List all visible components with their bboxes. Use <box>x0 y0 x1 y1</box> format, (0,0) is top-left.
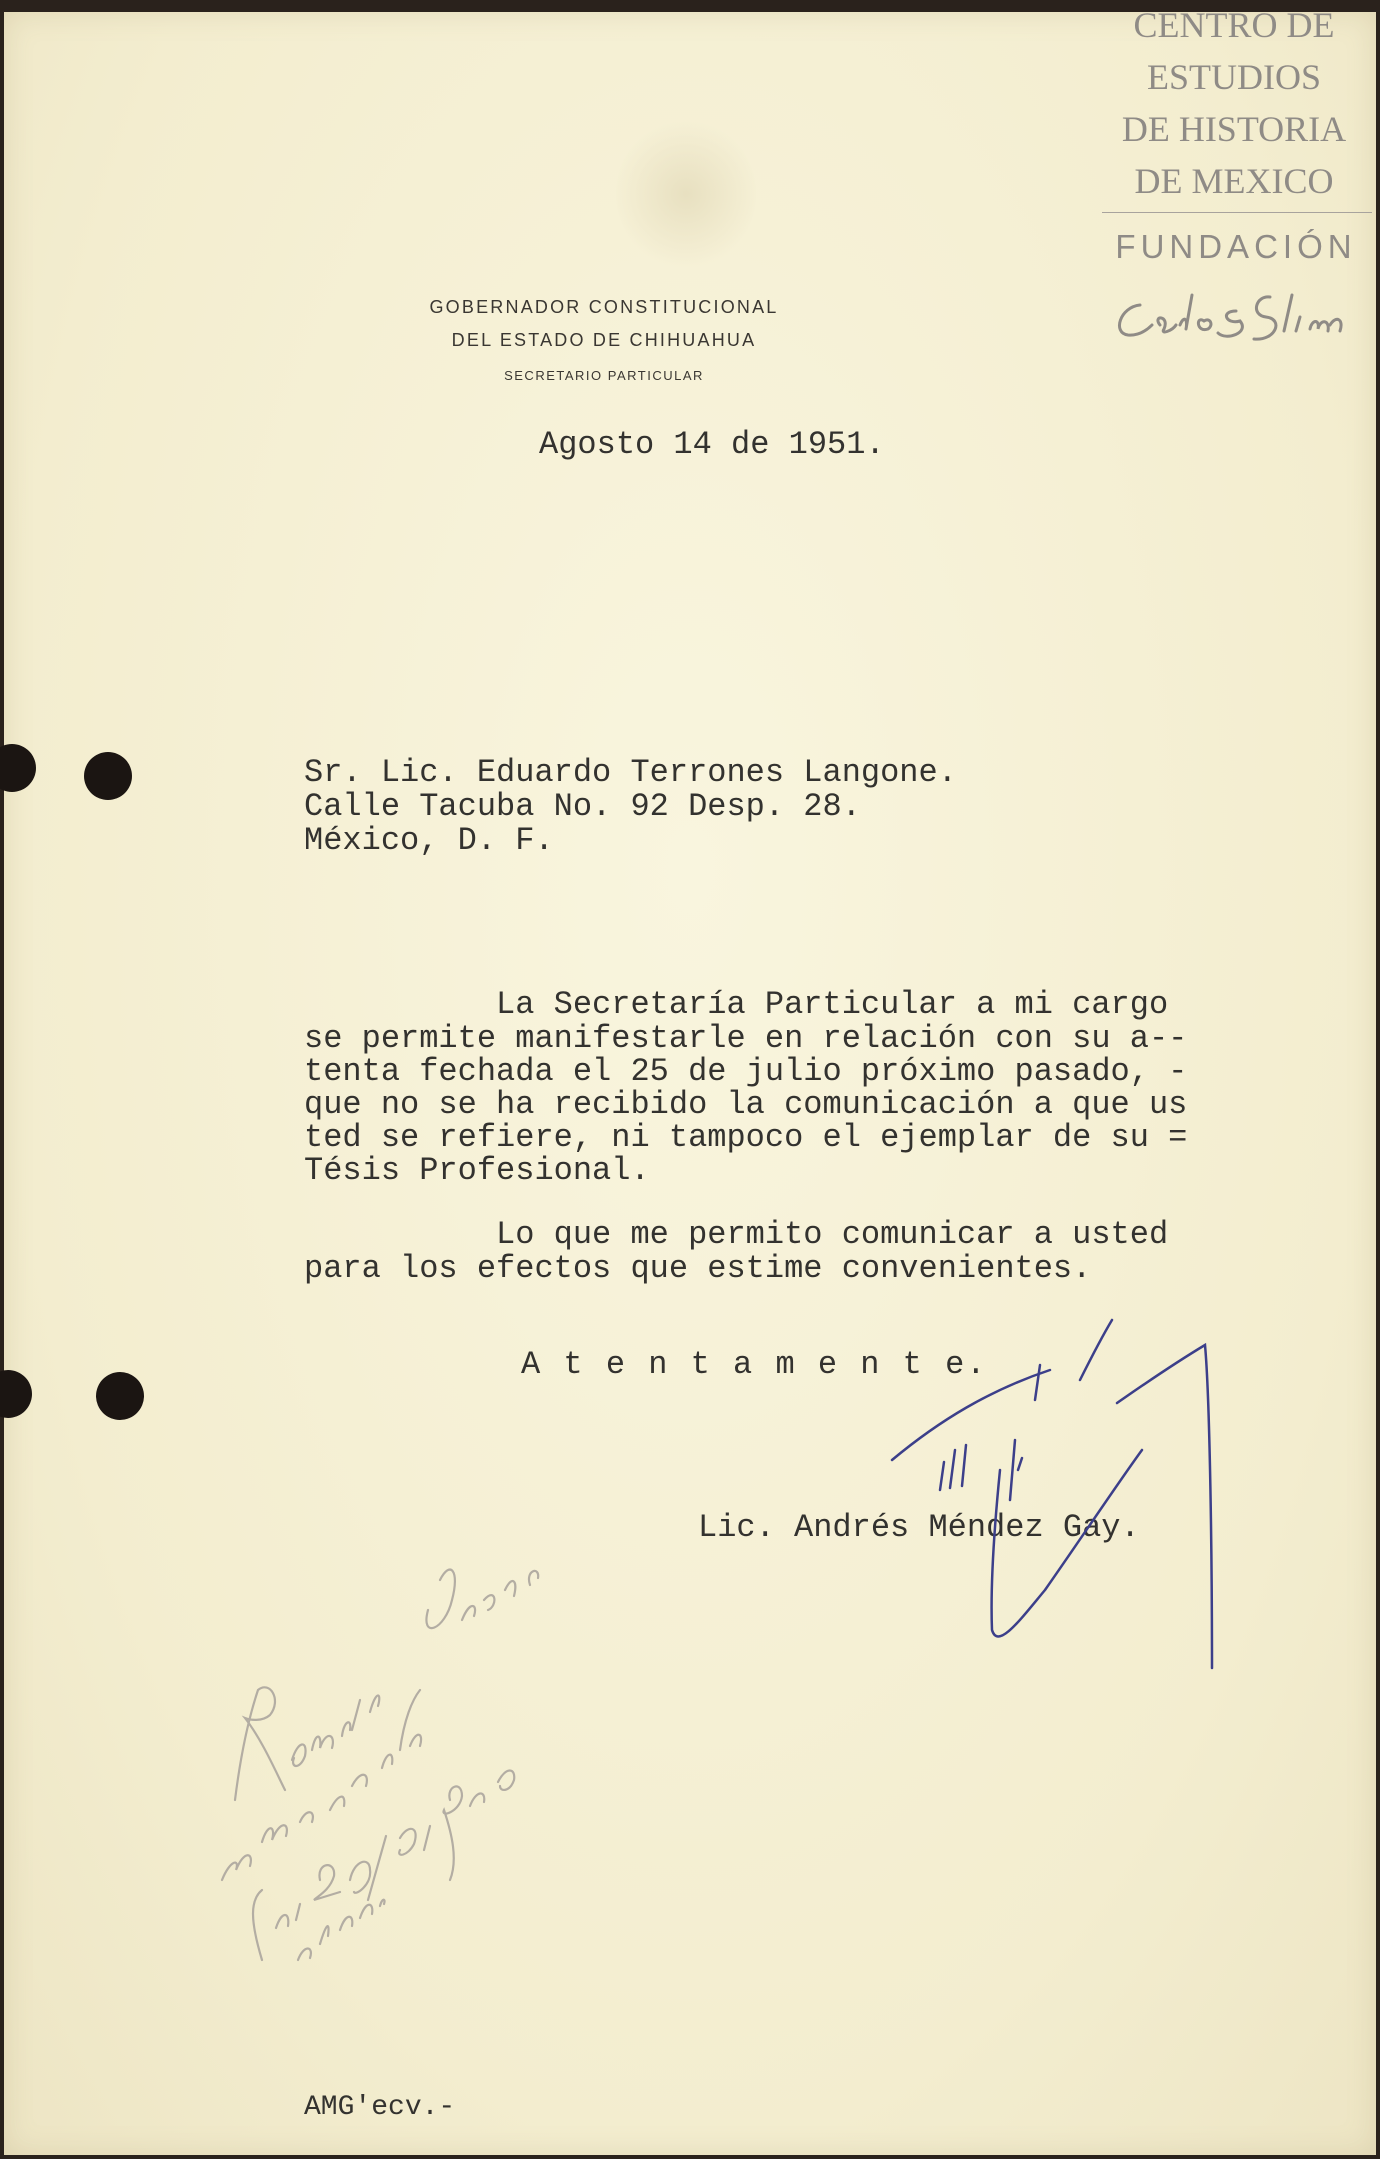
closing-salutation: A t e n t a m e n t e. <box>521 1346 988 1383</box>
stamp-foundation: FUNDACIÓN <box>1115 228 1357 265</box>
stamp-line: DE HISTORIA <box>1121 109 1347 149</box>
recipient-street: Calle Tacuba No. 92 Desp. 28. <box>304 788 861 825</box>
letter-date: Agosto 14 de 1951. <box>539 426 885 463</box>
body-line: se permite manifestarle en relación con su a-- <box>304 1020 1188 1057</box>
signature-mark <box>892 1320 1212 1668</box>
body-line: tenta fechada el 25 de julio próximo pasado, - <box>304 1053 1188 1090</box>
stamp-line: CENTRO DE <box>1133 5 1335 45</box>
stamp-line: DE MEXICO <box>1134 161 1334 201</box>
body-line: que no se ha recibido la comunicación a que us <box>304 1086 1188 1123</box>
recipient-city: México, D. F. <box>304 822 554 859</box>
body-line: para los efectos que estime convenientes. <box>304 1250 1092 1287</box>
signer-name: Lic. Andrés Méndez Gay. <box>698 1509 1140 1546</box>
stamp-line: ESTUDIOS <box>1146 57 1321 97</box>
body-line: ted se refiere, ni tampoco el ejemplar de su = <box>304 1119 1188 1156</box>
recipient-name: Sr. Lic. Eduardo Terrones Langone. <box>304 754 957 791</box>
body-line: Tésis Profesional. <box>304 1152 650 1189</box>
letterhead-office: SECRETARIO PARTICULAR <box>504 368 704 383</box>
body-line: La Secretaría Particular a mi cargo <box>304 986 1169 1023</box>
handwritten-pencil-note <box>222 1570 538 1960</box>
body-line: Lo que me permito comunicar a usted <box>304 1216 1169 1253</box>
letterhead-state: DEL ESTADO DE CHIHUAHUA <box>451 330 757 350</box>
letterhead-title: GOBERNADOR CONSTITUCIONAL <box>429 297 779 317</box>
reference-initials: AMG'ecv.- <box>304 2092 456 2123</box>
